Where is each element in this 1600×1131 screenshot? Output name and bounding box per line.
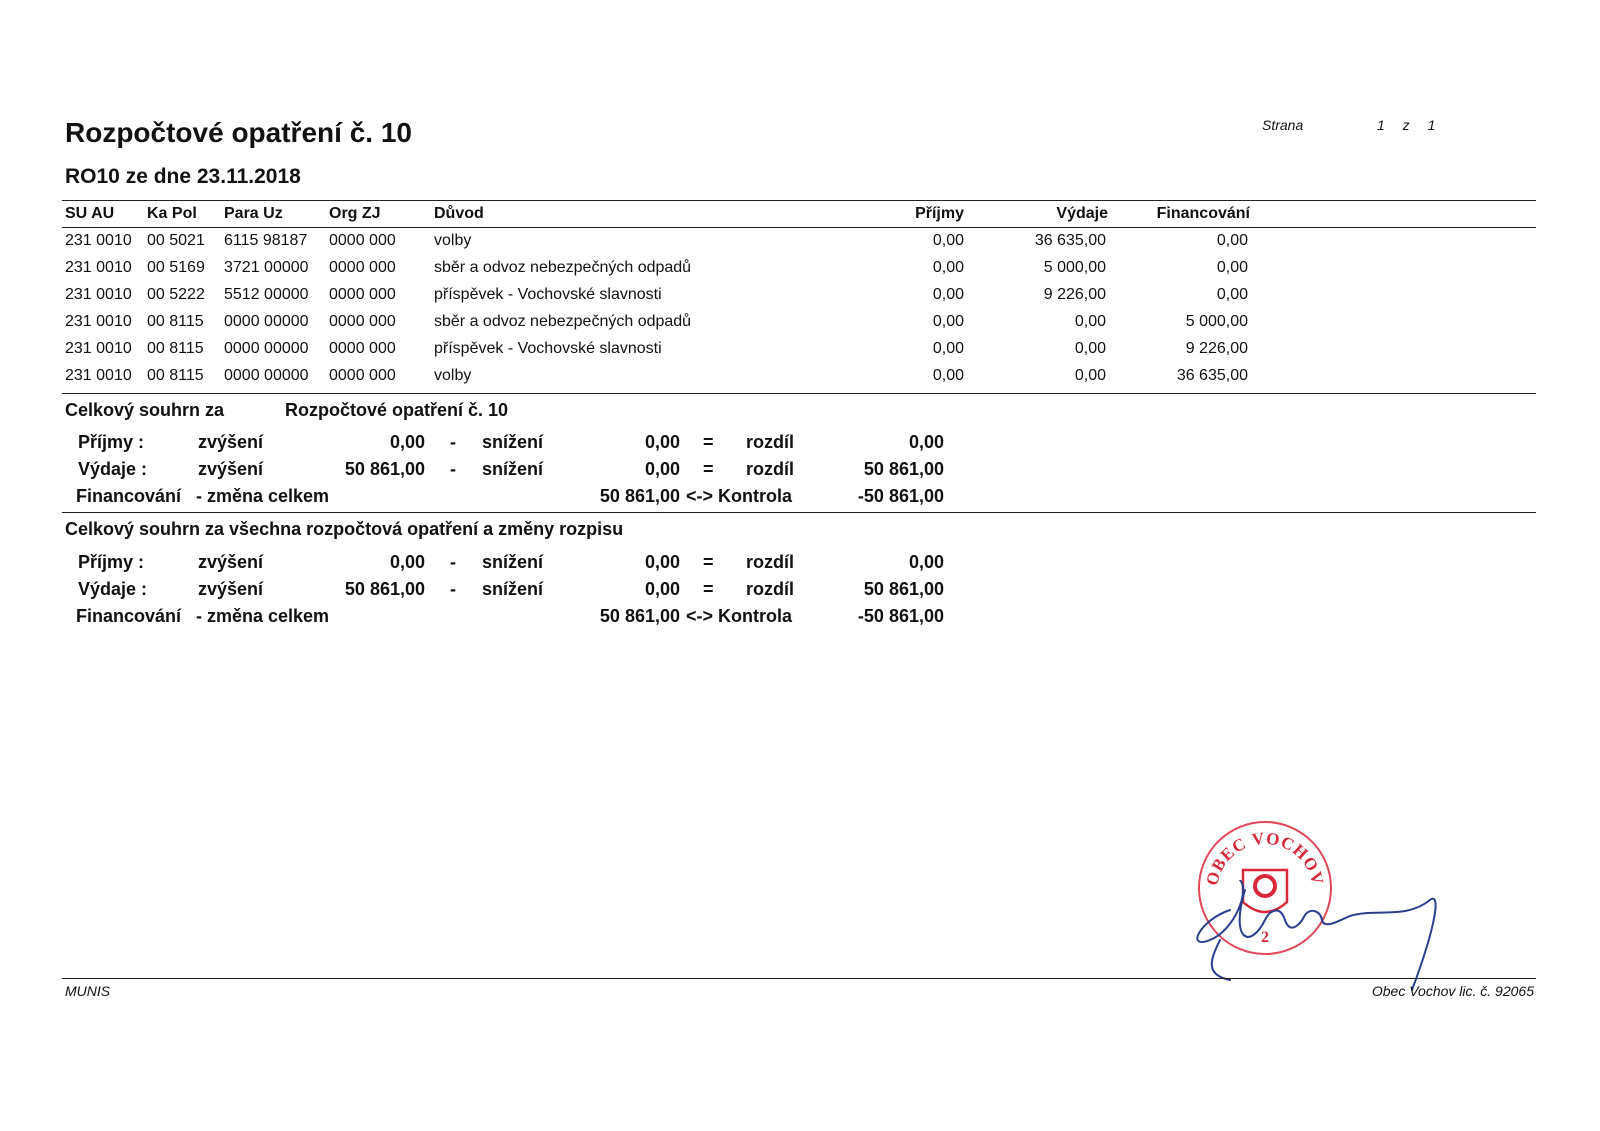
col-para-uz: Para Uz	[224, 205, 283, 222]
stamp-number: 2	[1261, 929, 1269, 946]
cell-para-uz: 3721 00000	[224, 259, 309, 276]
cell-prijmy: 0,00	[932, 340, 964, 357]
summary1-prijmy-dec-label: snížení	[482, 432, 544, 452]
summary1-vydaje-minus: -	[450, 459, 456, 479]
cell-duvod: volby	[434, 232, 472, 249]
col-ka-pol: Ka Pol	[147, 205, 197, 222]
cell-ka-pol: 00 8115	[147, 340, 204, 357]
cell-org-zj: 0000 000	[329, 259, 396, 276]
cell-su-au: 231 0010	[65, 232, 132, 249]
summary2-prijmy-eq: =	[703, 552, 714, 572]
summary2-prijmy-dec-label: snížení	[482, 552, 544, 572]
cell-prijmy: 0,00	[932, 286, 964, 303]
cell-para-uz: 0000 00000	[224, 340, 309, 357]
summary2-prijmy-diff: 0,00	[908, 552, 944, 572]
cell-vydaje: 0,00	[1074, 340, 1106, 357]
cell-org-zj: 0000 000	[329, 232, 396, 249]
summary1-prijmy-minus: -	[450, 432, 456, 452]
cell-prijmy: 0,00	[932, 313, 964, 330]
summary1-fin-kontrola-label: <-> Kontrola	[686, 486, 793, 506]
cell-financovani: 9 226,00	[1185, 340, 1248, 357]
cell-para-uz: 5512 00000	[224, 286, 309, 303]
cell-financovani: 0,00	[1216, 286, 1248, 303]
summary1-vydaje-diff: 50 861,00	[863, 459, 944, 479]
summary2-vydaje-dec: 0,00	[644, 579, 680, 599]
summary1-prijmy-diff: 0,00	[908, 432, 944, 452]
col-vydaje: Výdaje	[1056, 205, 1108, 222]
cell-ka-pol: 00 8115	[147, 367, 204, 384]
summary1-prijmy-eq: =	[703, 432, 714, 452]
summary1-heading-prefix: Celkový souhrn za	[65, 400, 225, 420]
summary2-vydaje-eq: =	[703, 579, 714, 599]
summary2-vydaje-diff: 50 861,00	[863, 579, 944, 599]
summary1-fin-value: 50 861,00	[599, 486, 680, 506]
summary2-prijmy-diff-label: rozdíl	[746, 552, 794, 572]
cell-duvod: příspěvek - Vochovské slavnosti	[434, 286, 662, 303]
summary2-vydaje-inc: 50 861,00	[344, 579, 425, 599]
cell-financovani: 36 635,00	[1176, 367, 1248, 384]
footer-rule	[62, 978, 1536, 979]
summary1-vydaje-label: Výdaje :	[78, 459, 148, 479]
cell-su-au: 231 0010	[65, 259, 132, 276]
cell-ka-pol: 00 8115	[147, 313, 204, 330]
stamp-text: OBEC VOCHOV	[1202, 828, 1328, 888]
cell-vydaje: 36 635,00	[1034, 232, 1106, 249]
summary2-vydaje-inc-label: zvýšení	[198, 579, 264, 599]
col-duvod: Důvod	[434, 205, 484, 222]
cell-financovani: 5 000,00	[1185, 313, 1248, 330]
summary2-prijmy-label: Příjmy :	[78, 552, 145, 572]
summary2-prijmy-inc-label: zvýšení	[198, 552, 264, 572]
summary1-vydaje-diff-label: rozdíl	[746, 459, 794, 479]
summary2-prijmy-dec: 0,00	[644, 552, 680, 572]
table-row	[0, 286, 1600, 313]
summary1-prijmy-diff-label: rozdíl	[746, 432, 794, 452]
cell-su-au: 231 0010	[65, 340, 132, 357]
col-prijmy: Příjmy	[915, 205, 964, 222]
table-row	[0, 340, 1600, 367]
summary1-vydaje-inc: 50 861,00	[344, 459, 425, 479]
document-subtitle: RO10 ze dne 23.11.2018	[65, 165, 301, 188]
summary1-vydaje-dec-label: snížení	[482, 459, 544, 479]
summary2-fin-value: 50 861,00	[599, 606, 680, 626]
cell-org-zj: 0000 000	[329, 313, 396, 330]
cell-org-zj: 0000 000	[329, 286, 396, 303]
col-org-zj: Org ZJ	[329, 205, 381, 222]
summary1-prijmy-label: Příjmy :	[78, 432, 145, 452]
cell-financovani: 0,00	[1216, 232, 1248, 249]
cell-su-au: 231 0010	[65, 367, 132, 384]
summary2-fin-change-label: - změna celkem	[196, 606, 330, 626]
summary2-vydaje-label: Výdaje :	[78, 579, 148, 599]
summary2-heading: Celkový souhrn za všechna rozpočtová opatření a změny rozpisu	[65, 519, 624, 539]
cell-para-uz: 0000 00000	[224, 367, 309, 384]
summary-divider-rule	[62, 512, 1536, 513]
summary1-vydaje-dec: 0,00	[644, 459, 680, 479]
page-label: Strana	[1262, 117, 1304, 133]
footer-left: MUNIS	[65, 983, 111, 999]
cell-duvod: sběr a odvoz nebezpečných odpadů	[434, 259, 692, 276]
summary1-vydaje-eq: =	[703, 459, 714, 479]
cell-vydaje: 0,00	[1074, 313, 1106, 330]
summary1-prijmy-inc: 0,00	[389, 432, 425, 452]
col-su-au: SU AU	[65, 205, 115, 222]
summary1-vydaje-inc-label: zvýšení	[198, 459, 264, 479]
cell-para-uz: 6115 98187	[224, 232, 308, 249]
summary2-vydaje-diff-label: rozdíl	[746, 579, 794, 599]
summary1-heading-name: Rozpočtové opatření č. 10	[285, 400, 509, 420]
cell-duvod: volby	[434, 367, 472, 384]
cell-org-zj: 0000 000	[329, 367, 396, 384]
cell-org-zj: 0000 000	[329, 340, 396, 357]
summary2-fin-label: Financování	[76, 606, 182, 626]
document-title: Rozpočtové opatření č. 10	[65, 117, 412, 148]
table-row	[0, 313, 1600, 340]
cell-prijmy: 0,00	[932, 259, 964, 276]
summary2-prijmy-minus: -	[450, 552, 456, 572]
header-top-rule	[62, 200, 1536, 201]
table-row	[0, 367, 1600, 394]
table-row	[0, 232, 1600, 259]
summary2-vydaje-dec-label: snížení	[482, 579, 544, 599]
summary1-fin-kontrola: -50 861,00	[857, 486, 944, 506]
cell-duvod: sběr a odvoz nebezpečných odpadů	[434, 313, 692, 330]
cell-duvod: příspěvek - Vochovské slavnosti	[434, 340, 662, 357]
cell-ka-pol: 00 5021	[147, 232, 205, 249]
table-row	[0, 259, 1600, 286]
cell-su-au: 231 0010	[65, 286, 132, 303]
summary1-fin-label: Financování	[76, 486, 182, 506]
cell-prijmy: 0,00	[932, 367, 964, 384]
cell-financovani: 0,00	[1216, 259, 1248, 276]
cell-vydaje: 0,00	[1074, 367, 1106, 384]
summary1-prijmy-dec: 0,00	[644, 432, 680, 452]
summary2-vydaje-minus: -	[450, 579, 456, 599]
summary2-fin-kontrola: -50 861,00	[857, 606, 944, 626]
header-bottom-rule	[62, 227, 1536, 228]
summary2-prijmy-inc: 0,00	[389, 552, 425, 572]
handwritten-signature	[1190, 880, 1480, 1020]
cell-vydaje: 9 226,00	[1043, 286, 1106, 303]
col-financovani: Financování	[1156, 205, 1250, 222]
page-number: 1 z 1	[1377, 117, 1436, 133]
cell-su-au: 231 0010	[65, 313, 132, 330]
summary1-prijmy-inc-label: zvýšení	[198, 432, 264, 452]
summary1-fin-change-label: - změna celkem	[196, 486, 330, 506]
cell-para-uz: 0000 00000	[224, 313, 309, 330]
cell-prijmy: 0,00	[932, 232, 964, 249]
cell-ka-pol: 00 5169	[147, 259, 205, 276]
cell-vydaje: 5 000,00	[1043, 259, 1106, 276]
table-bottom-rule	[62, 393, 1536, 394]
footer-right: Obec Vochov lic. č. 92065	[1371, 983, 1534, 999]
cell-ka-pol: 00 5222	[147, 286, 205, 303]
summary2-fin-kontrola-label: <-> Kontrola	[686, 606, 793, 626]
